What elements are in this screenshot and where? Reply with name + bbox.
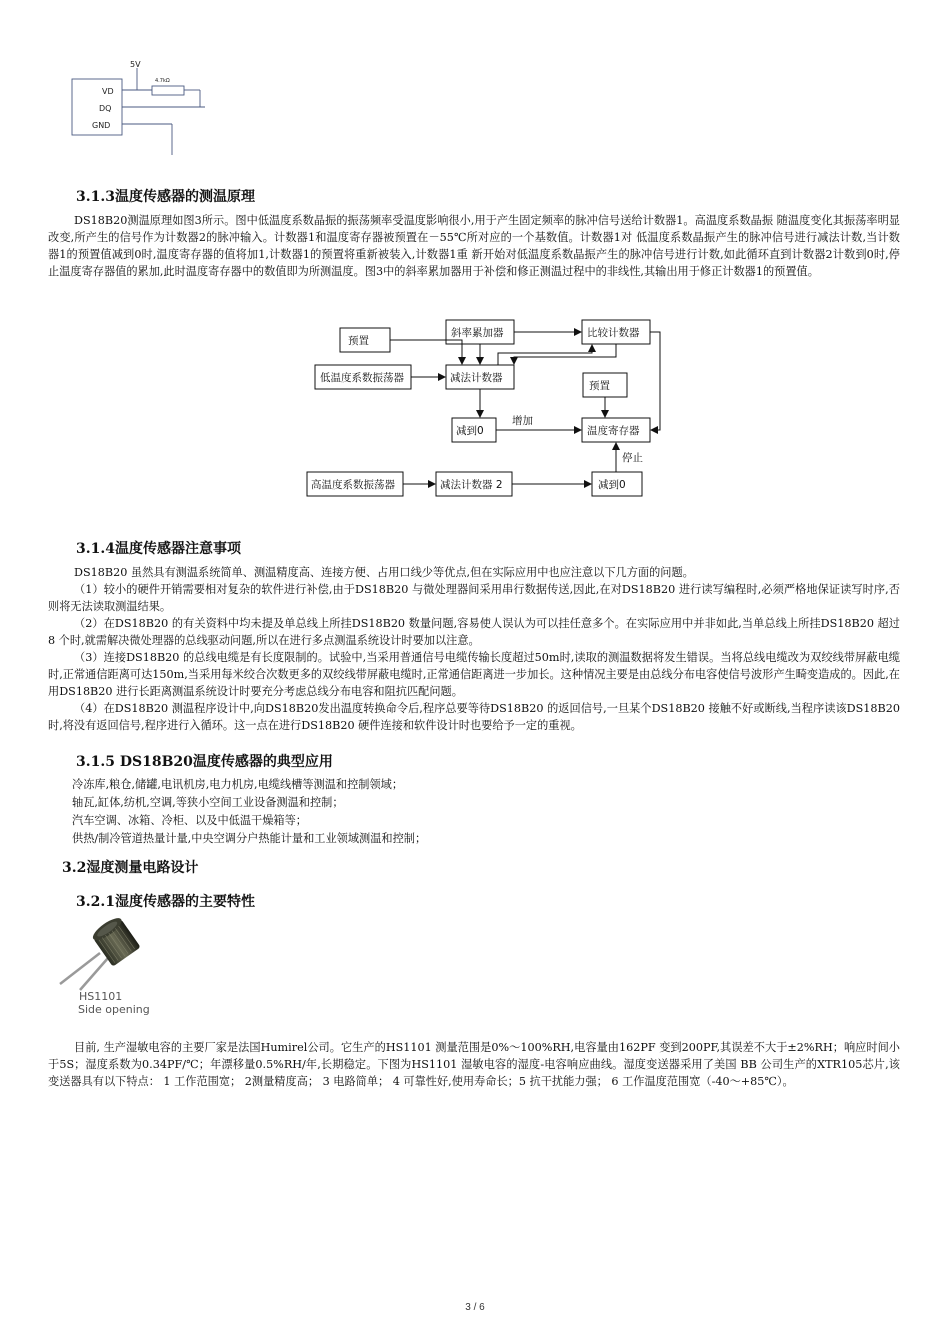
paragraph-humidity: 目前, 生产湿敏电容的主要厂家是法国Humirel公司。它生产的HS1101 测量范围是0%～100%RH,电容量由162PF 变到200PF,其误差不大于±2%RH；响应时间小于5S；湿度系数为0.34PF/℃；年漂移量0.5%RH/年,长期稳定。下图为HS1101 湿敏电容的湿度-电容响应曲线。湿度变送器采用了美国 BB 公司生产的XTR105芯片,该变送器具有以下特点： 1 工作范围宽； 2测量精度高； 3 电路简单； 4 可靠性好,使用寿命长；5 抗干扰能力强； 6 工作温度范围宽（-40～+85℃）。 xyxy=(48,1041,900,1088)
label-high-oscillator: 高温度系数振荡器 xyxy=(311,479,395,491)
label-preset-2: 预置 xyxy=(589,380,610,392)
supply-label: 5V xyxy=(130,60,141,69)
label-increase: 增加 xyxy=(512,415,533,427)
sensor-caption: Side opening xyxy=(78,1003,150,1016)
sensor-model: HS1101 xyxy=(79,990,123,1003)
list-item: 冷冻库,粮仓,储罐,电讯机房,电力机房,电缆线槽等测温和控制领域； xyxy=(72,778,404,791)
circuit-diagram xyxy=(60,55,220,160)
paragraph-3-1-4-item-3: （3）连接DS18B20 的总线电缆是有长度限制的。试验中,当采用普通信号电缆传输长度超过50m时,读取的测温数据将发生错误。当将总线电缆改为双绞线带屏蔽电缆时,正常通信距离可达150m,当采用每米绞合次数更多的双绞线带屏蔽电缆时,正常通信距离进一步加长。这种情况主要是由总线分布电容使信号波形产生畸变造成的。因此,在用DS18B20 进行长距离测温系统设计时要充分考虑总线分布电容和阻抗匹配问题。 xyxy=(48,651,900,698)
label-to-zero-2: 减到0 xyxy=(598,479,626,491)
label-compare-counter: 比较计数器 xyxy=(587,327,640,339)
list-item: 供热/制冷管道热量计量,中央空调分户热能计量和工业领域测温和控制； xyxy=(72,832,427,845)
pin-vd: VD xyxy=(102,87,114,96)
heading-3-1-5: 3.1.5 DS18B20温度传感器的典型应用 xyxy=(76,754,333,770)
pin-gnd: GND xyxy=(92,121,111,130)
application-list xyxy=(72,776,426,848)
label-to-zero-1: 减到0 xyxy=(456,425,484,437)
resistor-label: 4.7kΩ xyxy=(155,78,170,84)
block-diagram xyxy=(300,315,670,505)
paragraph-3-1-4-intro: DS18B20 虽然具有测温系统简单、测温精度高、连接方便、占用口线少等优点,但在实际应用中也应注意以下几方面的问题。 xyxy=(74,566,694,579)
paragraph-3-1-4-item-2: （2）在DS18B20 的有关资料中均未提及单总线上所挂DS18B20 数量问题,容易使人误认为可以挂任意多个。在实际应用中并非如此,当单总线上所挂DS18B20 超过8 个时,就需解决微处理器的总线驱动问题,所以在进行多点测温系统设计时要加以注意。 xyxy=(48,617,900,647)
sensor-image xyxy=(50,918,160,1018)
paragraph-3-1-4-item-1: （1）较小的硬件开销需要相对复杂的软件进行补偿,由于DS18B20 与微处理器间采用串行数据传送,因此,在对DS18B20 进行读写编程时,必须严格地保证读写时序,否则将无法读取测温结果。 xyxy=(48,583,900,613)
pin-dq: DQ xyxy=(99,104,112,113)
list-item: 轴瓦,缸体,纺机,空调,等狭小空间工业设备测温和控制； xyxy=(72,796,344,809)
label-slope-accumulator: 斜率累加器 xyxy=(451,327,504,339)
label-dec-counter-2: 减法计数器 2 xyxy=(440,479,503,491)
heading-3-1-3: 3.1.3温度传感器的测温原理 xyxy=(76,189,255,205)
paragraph-3-1-3: DS18B20测温原理如图3所示。图中低温度系数晶振的振荡频率受温度影响很小,用于产生固定频率的脉冲信号送给计数器1。高温度系数晶振 随温度变化其振荡率明显改变,所产生的信号作为计数器2的脉冲输入。计数器1和温度寄存器被预置在－55℃所对应的一个基数值。计数器1对 低温度系数晶振产生的脉冲信号进行减法计数,当计数器1的预置值减到0时,温度寄存器的值将加1,计数器1的预置将重新被装入,计数器1重 新开始对低温度系数晶振产生的脉冲信号进行计数,如此循环直到计数器2计数到0时,停止温度寄存器值的累加,此时温度寄存器中的数值即为所测温度。图3中的斜率累加器用于补偿和修正测温过程中的非线性,其输出用于修正计数器1的预置值。 xyxy=(48,214,900,278)
label-temp-register: 温度寄存器 xyxy=(587,425,640,437)
label-low-oscillator: 低温度系数振荡器 xyxy=(320,372,404,384)
label-dec-counter-1: 减法计数器 xyxy=(450,372,503,384)
heading-3-2: 3.2湿度测量电路设计 xyxy=(62,860,199,876)
page-number: 3 / 6 xyxy=(465,1302,485,1313)
paragraphs-3-1-4 xyxy=(48,564,900,734)
heading-3-1-4: 3.1.4温度传感器注意事项 xyxy=(76,541,241,557)
label-stop: 停止 xyxy=(622,452,643,464)
sensor-body-icon xyxy=(60,918,141,990)
list-item: 汽车空调、冰箱、冷柜、以及中低温干燥箱等； xyxy=(72,814,307,827)
label-preset-1: 预置 xyxy=(348,335,369,347)
paragraph-3-1-4-item-4: （4）在DS18B20 测温程序设计中,向DS18B20发出温度转换命令后,程序总要等待DS18B20 的返回信号,一旦某个DS18B20 接触不好或断线,当程序读该DS18B20 时,将没有返回信号,程序进行入循环。这一点在进行DS18B20 硬件连接和软件设计时也要给予一定的重视。 xyxy=(48,702,900,732)
heading-3-2-1: 3.2.1湿度传感器的主要特性 xyxy=(76,894,255,910)
